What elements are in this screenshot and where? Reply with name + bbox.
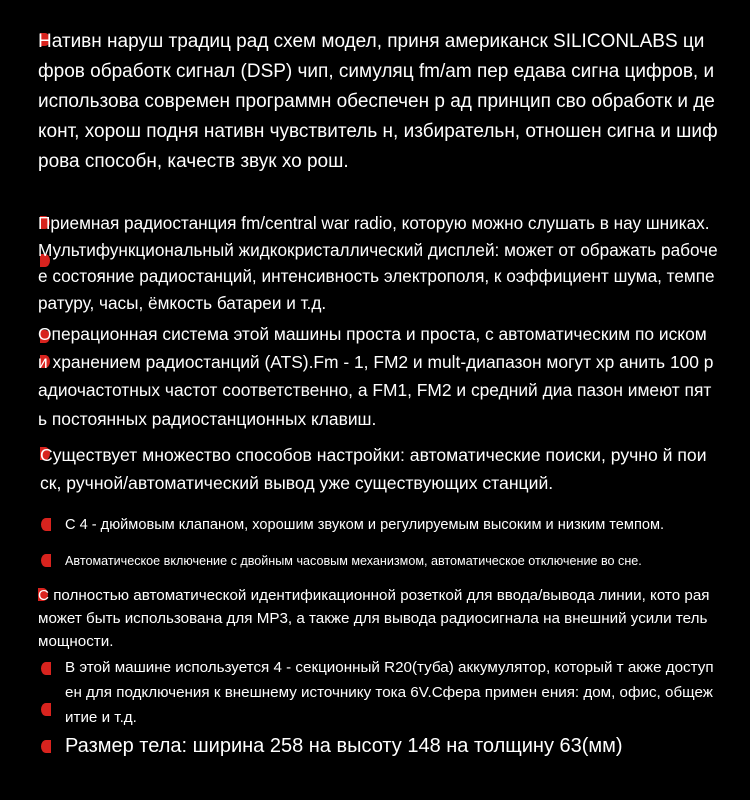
tuning-methods-paragraph: Существует множество способов настройки: автоматические поиски, ручно й поиск, ручной/автоматический вывод уже существующих станций.: [40, 445, 707, 493]
red-half-circle-icon: [41, 740, 51, 753]
speaker-feature-item: С 4 - дюймовым клапаном, хорошим звуком и регулируемым высоким и низким темпом.: [65, 517, 665, 533]
receiver-display-paragraph: Приемная радиостанция fm/central war radio, которую можно слушать в нау шниках.Мультифункциональный жидкокристаллический дисплей: может от ображать рабочее состояние радиостанций, интенсивность электрополя, к оэффициент шума, температуру, часы, ёмкость батареи и т.д.: [38, 213, 718, 313]
red-half-circle-icon: [41, 518, 51, 531]
line-socket-paragraph: С полностью автоматической идентификационной розеткой для ввода/вывода линии, кото рая может быть использована для MP3, а также для вывода радиосигнала на внешний усили тель мощности.: [38, 587, 714, 650]
intro-paragraph: Нативн наруш традиц рад схем модел, приня американск SILICONLABS цифров обработк сигнал (DSP) чип, симуляц fm/am пер едава сигна цифров, и использова современ программн обеспечен р ад принцип сво обработк и деконт, хорош подня нативн чувствитель н, избирательн, отношен сигна и шифрова способн, качеств звук хо рош.: [38, 31, 720, 172]
operation-system-paragraph: Операционная система этой машины проста и проста, с автоматическим по иском и хранением радиостанций (ATS).Fm - 1, FM2 и mult-диапазон могут хр анить 100 радиочастотных частот соответственно, а FM1, FM2 и средний диа пазон имеют пять постоянных радиостанционных клавиш.: [38, 324, 714, 429]
body-size-item: Размер тела: ширина 258 на высоту 148 на толщину 63(мм): [65, 735, 623, 757]
red-half-circle-icon: [41, 662, 51, 675]
red-half-circle-icon: [41, 703, 51, 716]
red-half-circle-icon: [41, 554, 51, 567]
battery-paragraph: В этой машине используется 4 - секционный R20(туба) аккумулятор, который т акже доступен для подключения к внешнему источнику тока 6V.Сфера примен ения: дом, офис, общежитие и т.д.: [65, 659, 714, 726]
timer-feature-item: Автоматическое включение с двойным часовым механизмом, автоматическое отключение во сне.: [65, 554, 642, 568]
